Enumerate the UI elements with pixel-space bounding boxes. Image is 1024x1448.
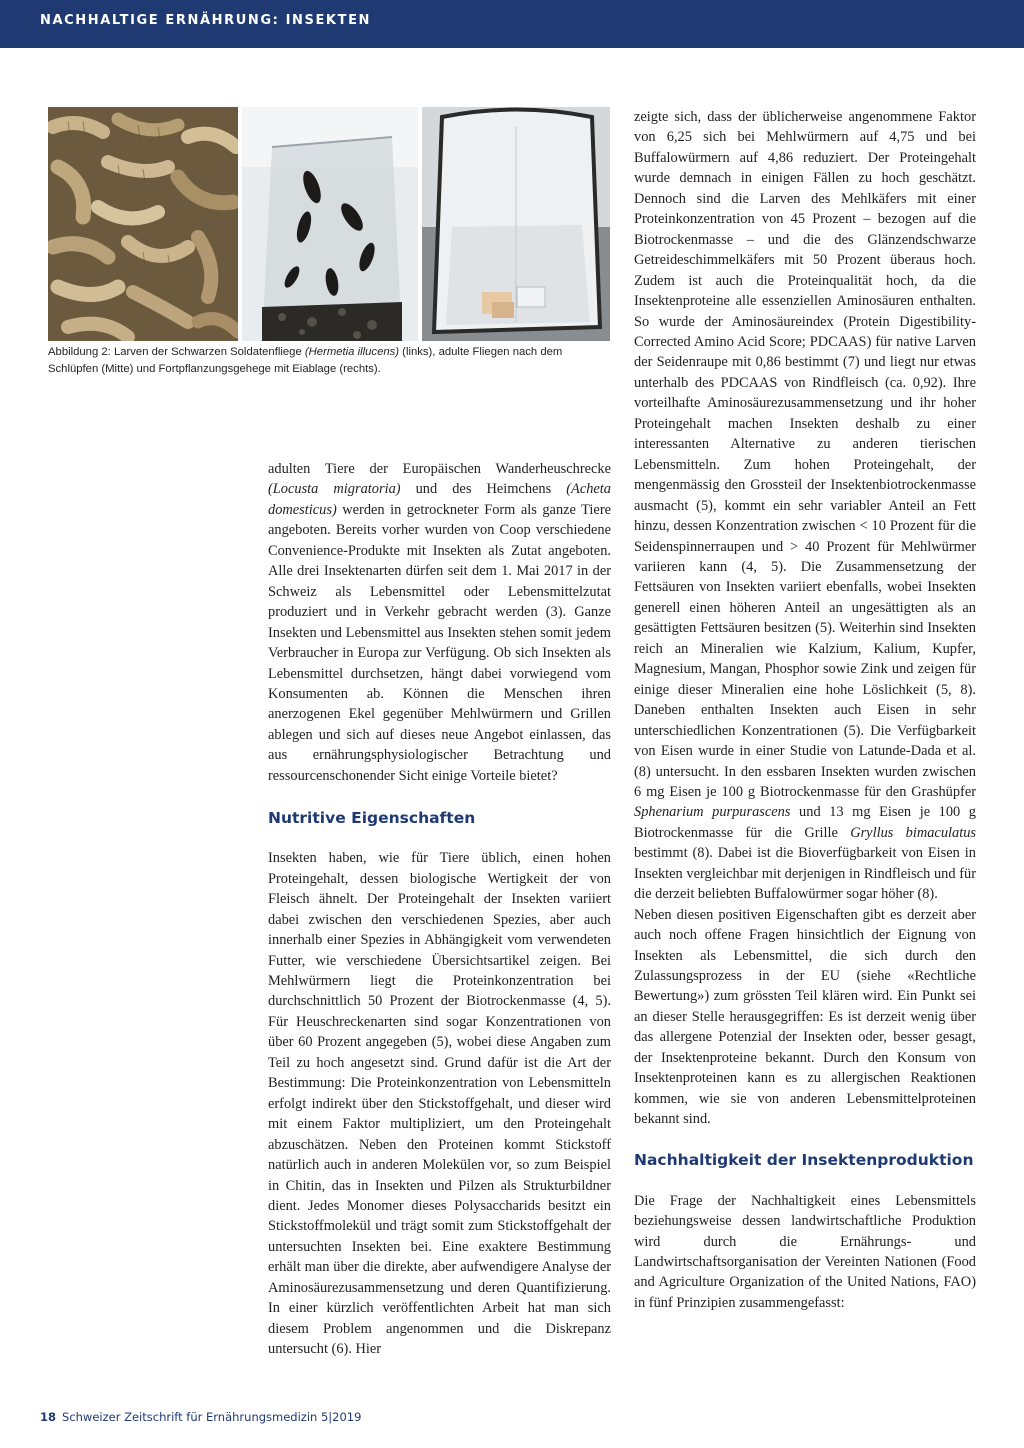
section-heading-sustainability: Nachhaltigkeit der Insektenproduktion (634, 1150, 974, 1169)
species-name: Gryllus bimaculatus (850, 824, 976, 841)
photo-adult-flies (242, 107, 418, 341)
caption-text-end: (links), adulte Fliegen nach dem Schlüpfen (Mitte) und Fortpflanzungsgehege mit Eiablage (rechts). (48, 346, 563, 375)
text-run: zeigte sich, dass der üblicherweise angenommene Faktor von 6,25 sich bei Mehlwürmern auf 4,75 und bei Buffalowürmern auf 4,86 reduziert. Der Proteingehalt wurde demnach in einigen Fällen zu hoch geschätzt. Dennoch sind die Larven des Mehlkäfers mit einer Proteinkonzentration von 45 Prozent – bezogen auf die Biotrockenmasse – und die des Glänzendschwarze Getreideschimmelkäfers mit 50 Prozent überaus hoch. Zudem ist auch die Proteinqualität hoch, da die Insektenproteine alle essenziellen Aminosäuren enthalten. So wurde der Aminosäureindex (Protein Digestibility-Corrected Amino Acid Score; PDCAAS) für native Larven der Seidenraupe mit 0,86 bestimmt (7) und liegt nur etwas unterhalb des PDCAAS von Rindfleisch (ca. 0,92). Ihre vorteilhafte Aminosäurezusammensetzung und ihr hoher Proteingehalt machen Insekten deshalb zu einer interessanten Alternative zu anderen tierischen Lebensmitteln. Zum hohen Proteingehalt, der mengenmässig den Grossteil der Insektenbiotrockenmasse ausmacht (5), kommt ein sehr variabler Anteil an Fett hinzu, dessen Konzentration zwischen < 10 Prozent für die Seidenspinnerraupen und > 40 Prozent für Mehlwürmer variieren kann (4, 5). Die Zusammensetzung der Fettsäuren von Insekten variiert ebenfalls, wobei Insekten generell einen höheren Anteil an ungesättigten als an gesättigten Fettsäuren besitzen (5). Weiterhin sind Insekten reich an Mineralien wie Kalzium, Kalium, Kupfer, Magnesium, Mangan, Phosphor sowie Zink und zeigen für einige dieser Mineralien eine hohe Löslichkeit (5, 8). Daneben enthalten Insekten auch Eisen in sehr unterschiedlichen Konzentrationen (5). Die Verfügbarkeit von Eisen wurde in einer Studie von Latunde-Dada et al. (8) untersucht. In den essbaren Insekten wurden zwischen 6 mg Eisen je 100 g Biotrockenmasse für den Grashüpfer (634, 109, 976, 800)
paragraph: Die Frage der Nachhaltigkeit eines Lebensmittels beziehungsweise dessen landwirtschaftliche Produktion wird durch die Ernährungs- und Landwirtschaftsorganisation der Vereinten Nationen (Food and Agriculture Organization of the United Nations, FAO) in fünf Prinzipien zusammengefasst: (634, 1192, 976, 1311)
paragraph (634, 107, 976, 905)
species-name: (Acheta domesticus) (268, 481, 611, 518)
caption-text: Abbildung 2: Larven der Schwarzen Soldatenfliege (48, 346, 305, 358)
running-header (0, 0, 1024, 48)
species-name: Sphenarium purpurascens (634, 804, 791, 821)
caption-species: (Hermetia illucens) (304, 346, 400, 358)
text-run: und des Heimchens (400, 481, 567, 498)
paragraph: Neben diesen positiven Eigenschaften gibt es derzeit aber auch noch offene Fragen hinsichtlich der Eignung von Insekten als Lebensmittel, die sich durch den Zulassungsprozess in der EU (siehe «Rechtliche Bewertung») zum grössten Teil klären wird. Ein Punkt sei an dieser Stelle herausgegriffen: Es ist derzeit wenig über das allergene Potenzial der Insekten oder, besser gesagt, der Insektenproteine bekannt. Durch den Konsum von Insektenproteinen kann es zu allergischen Reaktionen kommen, wie sie von anderen Lebensmittelproteinen bekannt sind. (634, 906, 976, 1128)
page-number: 18 (40, 1410, 57, 1424)
middle-column (268, 459, 611, 1360)
photo-larvae (48, 107, 238, 341)
journal-name: Schweizer Zeitschrift für Ernährungsmedizin 5|2019 (62, 1410, 362, 1424)
figure-caption (48, 344, 612, 378)
paragraph (268, 459, 611, 786)
text-run: adulten Tiere der Europäischen Wanderheuschrecke (268, 461, 611, 477)
right-column (634, 107, 976, 1313)
page-footer (40, 1410, 361, 1424)
text-run: bestimmt (8). Dabei ist die Bioverfügbarkeit von Eisen in Insekten vergleichbar mit derjenigen in Rindfleisch und für die derzeit beliebten Buffalowürmer sogar höher (8). (634, 845, 976, 903)
running-title: NACHHALTIGE ERNÄHRUNG: INSEKTEN (40, 13, 372, 28)
species-name: (Locusta migratoria) (268, 481, 401, 498)
photo-breeding-enclosure (422, 107, 610, 341)
text-run: und 13 mg Eisen je 100 g Biotrockenmasse für die Grille (634, 804, 977, 841)
section-heading-nutritive: Nutritive Eigenschaften (268, 809, 476, 828)
figure-2 (48, 107, 610, 341)
paragraph: Insekten haben, wie für Tiere üblich, einen hohen Proteingehalt, dessen biologische Wertigkeit der von Fleisch ähnelt. Der Proteingehalt der Insekten variiert dabei zwischen den verschiedenen Spezies, aber auch innerhalb einer Spezies in Abhängigkeit vom verwendeten Futter, wie verschiedene Übersichtsartikel zeigen. Bei Mehlwürmern liegt die Proteinkonzentration bei durchschnittlich 50 Prozent der Biotrockenmasse (4, 5). Für Heuschreckenarten sind sogar Konzentrationen von über 60 Prozent angegeben (5), wobei diese Angaben zum Teil zu hoch angesetzt sind. Grund dafür ist die Art der Bestimmung: Die Proteinkonzentration von Lebensmitteln erfolgt indirekt über den Stickstoffgehalt, und dieser wird mit einem Faktor multipliziert, um den Proteingehalt abzuschätzen. Neben den Proteinen kommt Stickstoff natürlich auch in anderen Molekülen vor, so zum Beispiel in Chitin, das in Insekten und Pilzen als Strukturbildner dient. Jedes Monomer dieses Polysaccharids besitzt ein Stickstoffmolekül und trägt somit zum Stickstoffgehalt der untersuchten Insekten bei. Eine exaktere Bestimmung erhält man über die direkte, aber aufwendigere Analyse der Aminosäurezusammensetzung und deren Quantifizierung. In einer kürzlich veröffentlichten Arbeit hat man sich diesem Problem angenommen und die Diskrepanz untersucht (6). Hier (268, 850, 611, 1358)
text-run: werden in getrockneter Form als ganze Tiere angeboten. Bereits vorher wurden von Coop verschiedene Convenience-Produkte mit Insekten als Zutat angeboten. Alle drei Insektenarten dürfen seit dem 1. Mai 2017 in der Schweiz als Lebensmittel oder Lebensmittelzutat produziert und in Verkehr gebracht werden (3). Ganze Insekten und Lebensmittel aus Insekten stehen somit jedem Verbraucher in Europa zur Verfügung. Ob sich Insekten als Lebensmittel durchsetzen, hängt dabei vorwiegend vom Konsumenten ab. Können die Menschen ihren anerzogenen Ekel gegenüber Mehlwürmern und Grillen ablegen und sich auf dieses neue Angebot einlassen, das aus ernährungsphysiologischer Betrachtung und ressourcenschonender Sicht einige Vorteile bietet? (268, 501, 611, 784)
